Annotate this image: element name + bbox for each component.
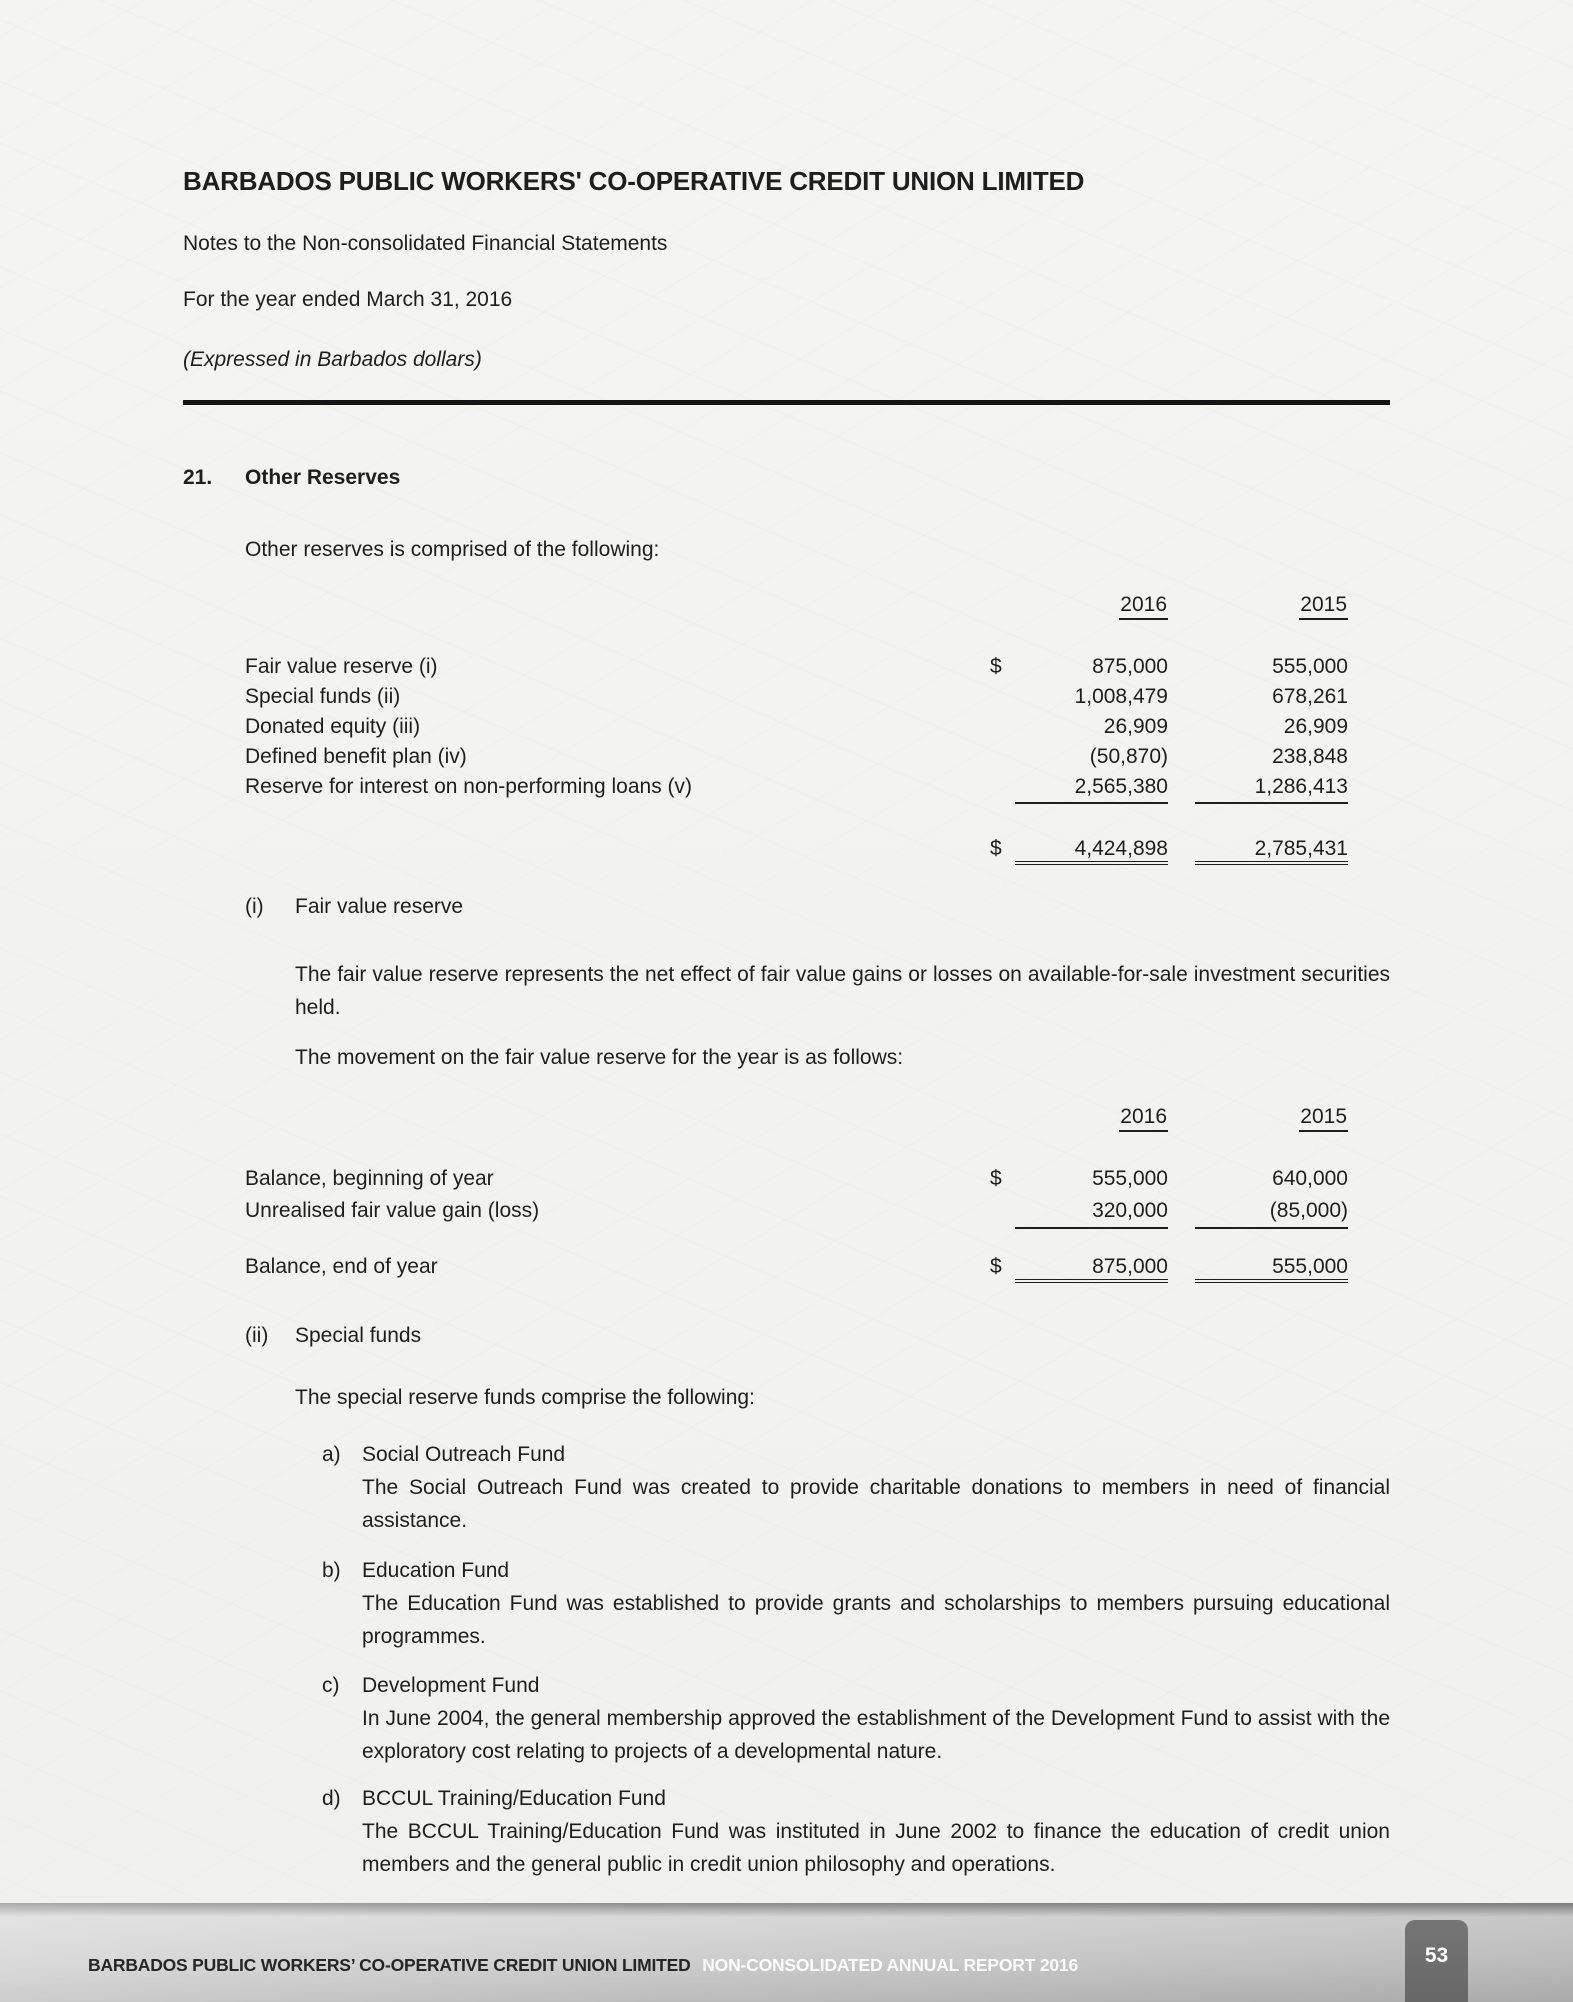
fund-title: Development Fund bbox=[362, 1674, 540, 1697]
row-label: Balance, end of year bbox=[245, 1255, 438, 1278]
table1-total-row bbox=[245, 837, 1348, 865]
currency-sign: $ bbox=[990, 837, 1002, 860]
list-item bbox=[322, 1438, 1390, 1537]
amount-2015: (85,000) bbox=[1195, 1195, 1348, 1229]
row-label: Balance, beginning of year bbox=[245, 1167, 494, 1190]
amount-2016: 26,909 bbox=[1103, 715, 1168, 738]
amount-2015: 640,000 bbox=[1272, 1167, 1348, 1190]
table-row bbox=[245, 742, 1348, 772]
total-2016: 4,424,898 bbox=[1015, 837, 1168, 865]
page-number-badge bbox=[1405, 1920, 1468, 2002]
note-body bbox=[245, 538, 1390, 865]
section-ii-marker: (ii) bbox=[245, 1324, 269, 1347]
fund-title: Education Fund bbox=[362, 1559, 510, 1582]
amount-2016: 1,008,479 bbox=[1074, 685, 1168, 708]
section-i-lead-in: The movement on the fair value reserve for the year is as follows: bbox=[295, 1046, 904, 1069]
amount-2016: 875,000 bbox=[1092, 655, 1168, 678]
list-item bbox=[322, 1782, 1390, 1881]
fund-description: The Education Fund was established to provide grants and scholarships to members pursuing educational programmes. bbox=[362, 1592, 1390, 1648]
fund-description: In June 2004, the general membership approved the establishment of the Development Fund to assist with the exploratory cost relating to projects of a developmental nature. bbox=[362, 1707, 1390, 1763]
amount-2015: 1,286,413 bbox=[1195, 772, 1348, 804]
table1-col-2015: 2015 bbox=[1195, 593, 1348, 620]
amount-2015: 555,000 bbox=[1272, 655, 1348, 678]
table2-header-row bbox=[245, 1105, 1348, 1132]
list-item bbox=[322, 1554, 1390, 1653]
table-row bbox=[245, 682, 1348, 712]
total-2015: 555,000 bbox=[1195, 1255, 1348, 1283]
table-row bbox=[245, 1195, 1348, 1229]
fund-title: Social Outreach Fund bbox=[362, 1443, 566, 1466]
table-row bbox=[245, 772, 1348, 804]
item-marker: b) bbox=[322, 1559, 341, 1582]
row-label: Fair value reserve (i) bbox=[245, 655, 438, 678]
currency-sign: $ bbox=[990, 1255, 1002, 1278]
section-ii-heading bbox=[183, 1324, 1390, 1348]
section-ii-title: Special funds bbox=[295, 1324, 422, 1347]
table2-col-2015: 2015 bbox=[1195, 1105, 1348, 1132]
note-heading bbox=[183, 466, 1390, 490]
item-marker: d) bbox=[322, 1787, 341, 1810]
currency-sign: $ bbox=[990, 1167, 1002, 1190]
table-row bbox=[245, 652, 1348, 682]
table-row bbox=[245, 1163, 1348, 1195]
note-number: 21. bbox=[183, 466, 213, 489]
amount-2016: 2,565,380 bbox=[1015, 772, 1168, 804]
table1-col-2016: 2016 bbox=[1015, 593, 1168, 620]
footer-report-name: NON-CONSOLIDATED ANNUAL REPORT 2016 bbox=[702, 1955, 1078, 1975]
amount-2016: 555,000 bbox=[1092, 1167, 1168, 1190]
row-label: Defined benefit plan (iv) bbox=[245, 745, 467, 768]
section-i-marker: (i) bbox=[245, 895, 264, 918]
table2-rows bbox=[245, 1163, 1390, 1229]
table1-rows bbox=[245, 652, 1390, 804]
table2-col-2016: 2016 bbox=[1015, 1105, 1168, 1132]
footer-text bbox=[88, 1955, 1078, 1976]
doc-title: BARBADOS PUBLIC WORKERS' CO-OPERATIVE CREDIT UNION LIMITED bbox=[183, 166, 1085, 196]
page-number: 53 bbox=[1424, 1944, 1449, 1967]
section-i-paragraph: The fair value reserve represents the net effect of fair value gains or losses on available-for-sale investment securities held. bbox=[295, 963, 1390, 1019]
other-reserves-table bbox=[245, 593, 1390, 865]
table2-total-row bbox=[245, 1255, 1348, 1283]
section-ii-lead-in: The special reserve funds comprise the following: bbox=[295, 1386, 755, 1409]
table1-header-row bbox=[245, 593, 1348, 620]
doc-subtitle-period: For the year ended March 31, 2016 bbox=[183, 288, 513, 311]
list-item bbox=[322, 1669, 1390, 1768]
section-i-title: Fair value reserve bbox=[295, 895, 464, 918]
total-2015: 2,785,431 bbox=[1195, 837, 1348, 865]
note-title: Other Reserves bbox=[245, 466, 401, 489]
fund-title: BCCUL Training/Education Fund bbox=[362, 1787, 666, 1810]
special-funds-list bbox=[183, 1438, 1390, 1881]
amount-2015: 26,909 bbox=[1283, 715, 1348, 738]
footer-bar bbox=[0, 1903, 1573, 2002]
item-marker: a) bbox=[322, 1443, 341, 1466]
header-divider-rule bbox=[183, 400, 1390, 405]
row-label: Unrealised fair value gain (loss) bbox=[245, 1199, 540, 1222]
row-label: Reserve for interest on non-performing loans (v) bbox=[245, 775, 693, 798]
amount-2016: 320,000 bbox=[1015, 1195, 1168, 1229]
amount-2015: 238,848 bbox=[1272, 745, 1348, 768]
row-label: Donated equity (iii) bbox=[245, 715, 421, 738]
table-row bbox=[245, 712, 1348, 742]
fund-description: The Social Outreach Fund was created to provide charitable donations to members in need of financial assistance. bbox=[362, 1476, 1390, 1532]
doc-subtitle-notes: Notes to the Non-consolidated Financial Statements bbox=[183, 232, 668, 255]
doc-subtitle-currency: (Expressed in Barbados dollars) bbox=[183, 348, 482, 371]
amount-2016: (50,870) bbox=[1089, 745, 1168, 768]
footer-org-name: BARBADOS PUBLIC WORKERS’ CO-OPERATIVE CREDIT UNION LIMITED bbox=[88, 1955, 691, 1975]
page-content bbox=[183, 166, 1390, 1881]
fund-description: The BCCUL Training/Education Fund was instituted in June 2002 to finance the education of credit union members and the general public in credit union philosophy and operations. bbox=[362, 1820, 1390, 1876]
section-i-heading bbox=[183, 895, 1390, 919]
row-label: Special funds (ii) bbox=[245, 685, 401, 708]
currency-sign: $ bbox=[990, 655, 1002, 678]
fair-value-movement-table bbox=[245, 1105, 1390, 1283]
amount-2015: 678,261 bbox=[1272, 685, 1348, 708]
note-intro: Other reserves is comprised of the following: bbox=[245, 538, 660, 561]
total-2016: 875,000 bbox=[1015, 1255, 1168, 1283]
item-marker: c) bbox=[322, 1674, 340, 1697]
